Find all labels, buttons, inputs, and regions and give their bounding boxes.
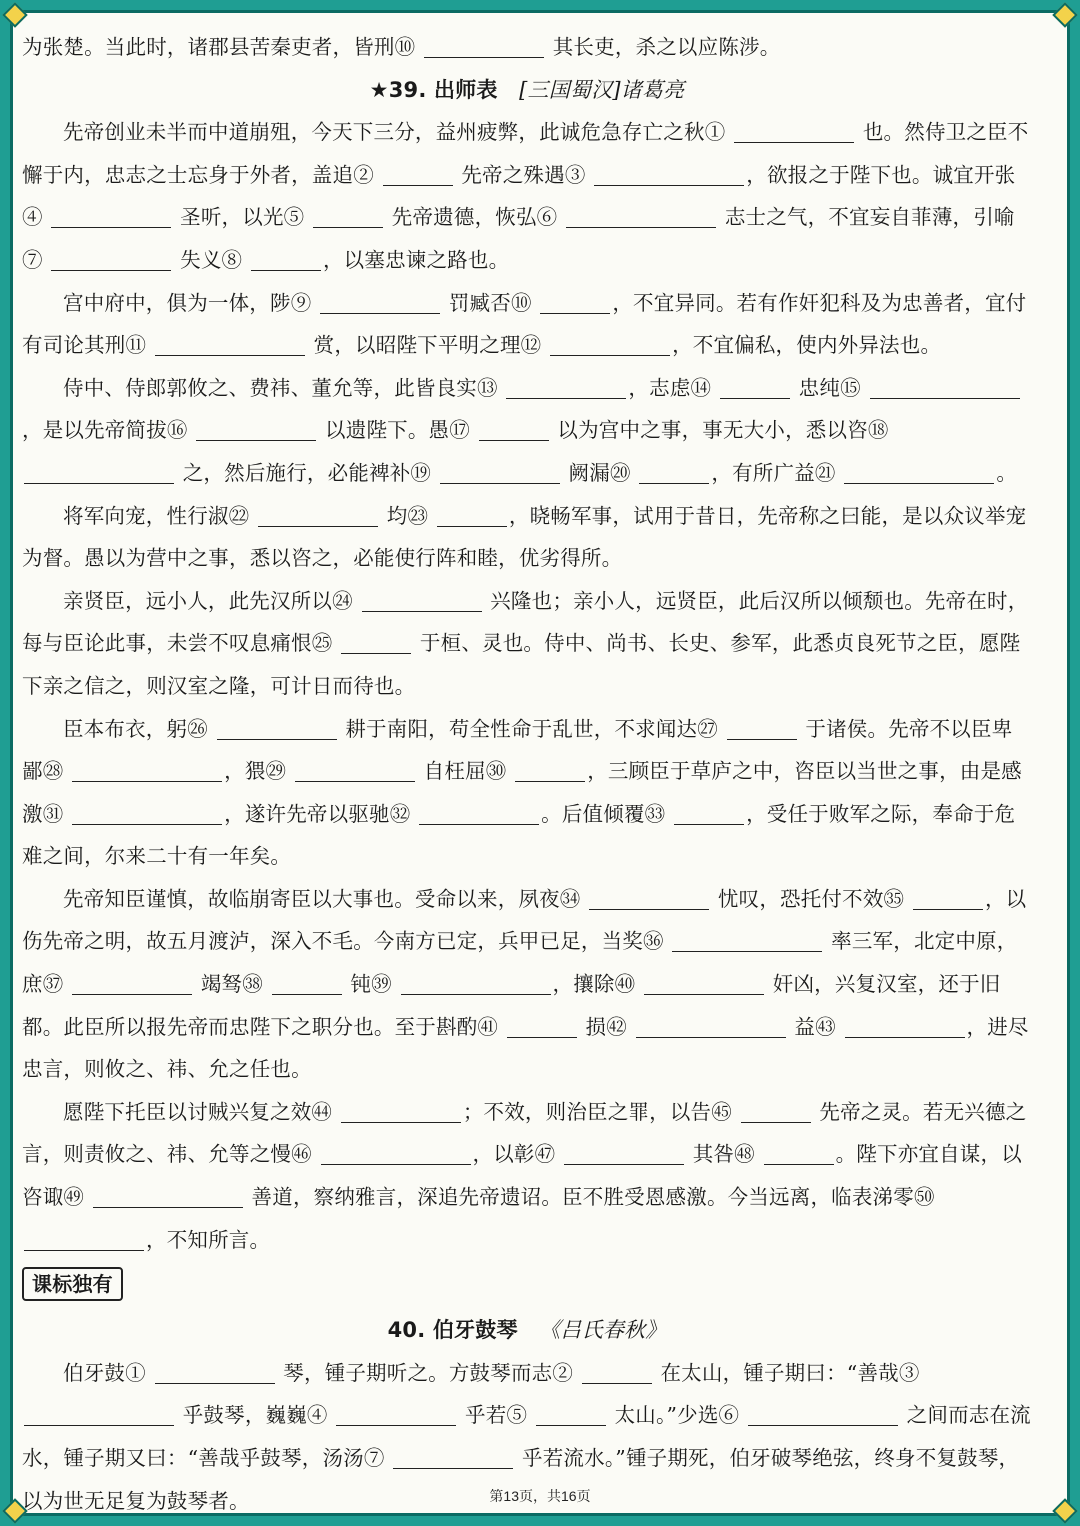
answer-blank[interactable] (419, 804, 539, 825)
answer-blank[interactable] (362, 591, 482, 612)
answer-blank[interactable] (313, 207, 383, 228)
answer-blank[interactable] (564, 1144, 684, 1165)
passage-paragraph: 伯牙鼓① 琴，锺子期听之。方鼓琴而志② 在太山，锺子期曰：“善哉③ 乎鼓琴，巍巍④ 乎若⑤ 太山。”少选⑥ 之间而志在流水，锺子期又曰：“善哉乎鼓琴，汤汤⑦ 乎若流水。”锺子期死，伯牙破琴绝弦，终身不复鼓琴，以为世无足复为鼓琴者。 (22, 1360, 1031, 1513)
answer-blank[interactable] (566, 207, 716, 228)
answer-blank[interactable] (401, 974, 551, 995)
answer-blank[interactable] (321, 1144, 471, 1165)
answer-blank[interactable] (424, 37, 544, 58)
answer-blank[interactable] (844, 463, 994, 484)
answer-blank[interactable] (515, 761, 585, 782)
answer-blank[interactable] (72, 804, 222, 825)
answer-blank[interactable] (550, 335, 670, 356)
section-title-text: ★39. 出师表 (369, 77, 498, 102)
answer-blank[interactable] (672, 931, 822, 952)
answer-blank[interactable] (336, 1405, 456, 1426)
section-source: 《吕氏春秋》 (539, 1318, 667, 1343)
answer-blank[interactable] (748, 1405, 898, 1426)
answer-blank[interactable] (845, 1017, 965, 1038)
answer-blank[interactable] (594, 165, 744, 186)
passage-paragraph: 先帝知臣谨慎，故临崩寄臣以大事也。受命以来，夙夜㉞ 忧叹，恐托付不效㉟ ，以伤先帝之明，故五月渡泸，深入不毛。今南方已定，兵甲已足，当奖㊱ 率三军，北定中原，庶㊲ 竭驽㊳ 钝㊴ ，攘除㊵ 奸凶，兴复汉室，还于旧都。此臣所以报先帝而忠陛下之职分也。至于斟酌㊶ 损㊷ 益㊸ ，进尽忠言，则攸之、祎、允之任也。 (22, 886, 1029, 1082)
answer-blank[interactable] (727, 719, 797, 740)
answer-blank[interactable] (72, 761, 222, 782)
answer-blank[interactable] (272, 974, 342, 995)
intro-line: 为张楚。当此时，诸郡县苦秦吏者，皆刑⑩ 其长吏，杀之以应陈涉。 (22, 35, 781, 59)
answer-blank[interactable] (258, 506, 378, 527)
worksheet-content (22, 26, 1032, 1522)
answer-blank[interactable] (196, 420, 316, 441)
answer-blank[interactable] (913, 889, 983, 910)
answer-blank[interactable] (320, 293, 440, 314)
answer-blank[interactable] (636, 1017, 786, 1038)
answer-blank[interactable] (507, 1017, 577, 1038)
answer-blank[interactable] (383, 165, 453, 186)
answer-blank[interactable] (870, 378, 1020, 399)
answer-blank[interactable] (506, 378, 626, 399)
answer-blank[interactable] (24, 1405, 174, 1426)
passage-paragraph: 将军向宠，性行淑㉒ 均㉓ ，晓畅军事，试用于昔日，先帝称之曰能，是以众议举宠为督。愚以为营中之事，悉以咨之，必能使行阵和睦，优劣得所。 (22, 503, 1027, 571)
answer-blank[interactable] (440, 463, 560, 484)
passage-paragraph: 侍中、侍郎郭攸之、费祎、董允等，此皆良实⑬ ，志虑⑭ 忠纯⑮ ，是以先帝简拔⑯ 以遗陛下。愚⑰ 以为宫中之事，事无大小，悉以咨⑱ 之，然后施行，必能裨补⑲ 阙漏⑳ ，有所广益㉑ 。 (22, 367, 1032, 495)
section-40-title (22, 1309, 1032, 1352)
answer-blank[interactable] (674, 804, 744, 825)
answer-blank[interactable] (720, 378, 790, 399)
passage-paragraph: 愿陛下托臣以讨贼兴复之效㊹ ；不效，则治臣之罪，以告㊺ 先帝之灵。若无兴德之言，则责攸之、祎、允等之慢㊻ ，以彰㊼ 其咎㊽ 。陛下亦宜自谋，以咨诹㊾ 善道，察纳雅言，深追先帝遗诏。臣不胜受恩感激。今当远离，临表涕零㊿ ，不知所言。 (22, 1099, 1027, 1252)
answer-blank[interactable] (155, 1363, 275, 1384)
section-source: [三国蜀汉]诸葛亮 (519, 77, 685, 102)
answer-blank[interactable] (24, 463, 174, 484)
answer-blank[interactable] (51, 250, 171, 271)
answer-blank[interactable] (51, 207, 171, 228)
answer-blank[interactable] (155, 335, 305, 356)
passage-paragraph: 臣本布衣，躬㉖ 耕于南阳，苟全性命于乱世，不求闻达㉗ 于诸侯。先帝不以臣卑鄙㉘ ，猥㉙ 自枉屈㉚ ，三顾臣于草庐之中，咨臣以当世之事，由是感激㉛ ，遂许先帝以驱驰㉜ 。后值倾覆㉝ ，受任于败军之际，奉命于危难之间，尔来二十有一年矣。 (22, 716, 1022, 869)
answer-blank[interactable] (341, 633, 411, 654)
answer-blank[interactable] (644, 974, 764, 995)
passage-paragraph: 宫中府中，俱为一体，陟⑨ 罚臧否⑩ ，不宜异同。若有作奸犯科及为忠善者，宜付有司论其刑⑪ 赏，以昭陛下平明之理⑫ ，不宜偏私，使内外异法也。 (22, 290, 1027, 358)
section-title-text: 40. 伯牙鼓琴 (387, 1318, 518, 1343)
answer-blank[interactable] (437, 506, 507, 527)
passage-paragraph: 先帝创业未半而中道崩殂，今天下三分，益州疲弊，此诚危急存亡之秋① 也。然侍卫之臣不懈于内，忠志之士忘身于外者，盖追② 先帝之殊遇③ ，欲报之于陛下也。诚宜开张④ 圣听，以光⑤ 先帝遗德，恢弘⑥ 志士之气，不宜妄自菲薄，引喻⑦ 失义⑧ ，以塞忠谏之路也。 (22, 120, 1029, 272)
answer-blank[interactable] (393, 1448, 513, 1469)
answer-blank[interactable] (536, 1405, 606, 1426)
answer-blank[interactable] (217, 719, 337, 740)
answer-blank[interactable] (582, 1363, 652, 1384)
answer-blank[interactable] (24, 1230, 144, 1251)
answer-blank[interactable] (295, 761, 415, 782)
curriculum-tag: 课标独有 (22, 1267, 123, 1301)
answer-blank[interactable] (764, 1144, 834, 1165)
section-39-title (22, 69, 1032, 112)
page-number: 第13页，共16页 (489, 1488, 591, 1504)
answer-blank[interactable] (341, 1102, 461, 1123)
answer-blank[interactable] (72, 974, 192, 995)
answer-blank[interactable] (741, 1102, 811, 1123)
answer-blank[interactable] (93, 1187, 243, 1208)
answer-blank[interactable] (734, 122, 854, 143)
answer-blank[interactable] (639, 463, 709, 484)
passage-paragraph: 亲贤臣，远小人，此先汉所以㉔ 兴隆也；亲小人，远贤臣，此后汉所以倾颓也。先帝在时，每与臣论此事，未尝不叹息痛恨㉕ 于桓、灵也。侍中、尚书、长史、参军，此悉贞良死节之臣，愿陛下亲之信之，则汉室之隆，可计日而待也。 (22, 588, 1029, 698)
answer-blank[interactable] (540, 293, 610, 314)
answer-blank[interactable] (589, 889, 709, 910)
answer-blank[interactable] (251, 250, 321, 271)
answer-blank[interactable] (479, 420, 549, 441)
